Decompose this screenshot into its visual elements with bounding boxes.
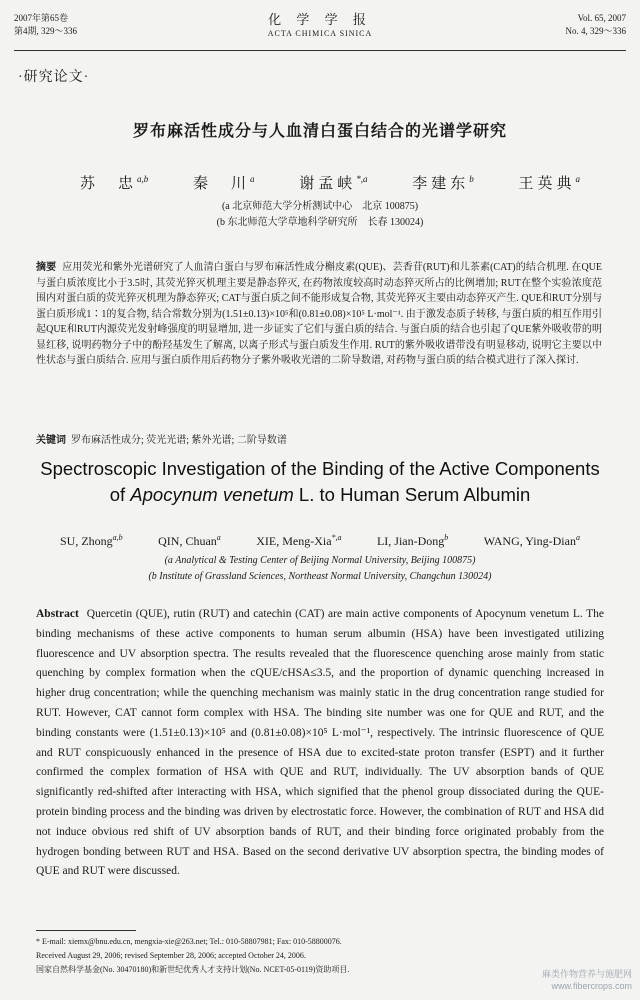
chinese-keywords [36,434,602,448]
en-affiliation-b: (b Institute of Grassland Sciences, Northeast Normal University, Changchun 130024) [148,571,492,582]
cn-author: 李建东$^b$ [412,174,474,192]
cn-author: 谢孟峡$^{*,a}$ [299,174,368,192]
watermark-cn: 麻类作物营养与施肥网 [541,969,632,979]
en-author: SU, Zhong$^{a,b}$ [60,533,123,548]
section-label: ·研究论文· [18,70,90,85]
en-author: WANG, Ying-Dian$^a$ [483,533,580,548]
footnote-contact: * E-mail: xiemx@bnu.edu.cn, mengxia-xie@263.net; Tel.: 010-58807981; Fax: 010-58800076. [36,937,342,946]
cn-abstract-text: 应用荧光和紫外光谱研究了人血清白蛋白与罗布麻活性成分槲皮素(QUE)、芸香苷(RUT)和儿茶素(CAT)的结合机理. 在QUE与蛋白质浓度比小于3.5时, 其荧光猝灭机理主要是静态猝灭, 在药物浓度较高时动态猝灭所占的比例增加; RUT在整个实验浓度范围内对蛋白质的荧光猝灭机理为静态猝灭; CAT与蛋白质之间不能形成复合物, 其荧光猝灭主要由动态猝灭产生. QUE和RUT分别与蛋白质形成1∶1的复合物, 结合常数分别为(1.51±0.13)×10⁵和(0.81±0.08)×10⁵ L·mol⁻¹. 由于激发态质子转移, 与蛋白质的相互作用引起QUE和RUT内源荧光发射峰强度的明显增加, 进一步证实了它们与蛋白质的结合. 与蛋白质的结合也引起了QUE紫外吸收带的明显红移, 说明药物分子中的酚羟基发生了解离, 以离子形式与蛋白质发生作用. RUT的紫外吸收谱带没有明显移动, 说明它主要以中性状态与蛋白质结合. 应用与蛋白质作用后药物分子紫外吸收光谱的二阶导数谱, 对药物与蛋白质的结合模式进行了深入探讨. [36,262,603,366]
cn-affiliation-a: (a 北京师范大学分析测试中心 北京 100875) [221,201,419,212]
en-author: LI, Jian-Dong$^b$ [376,533,449,548]
site-watermark [512,968,632,992]
chinese-abstract [36,260,602,369]
english-title-line2: of Apocynum venetum L. to Human Serum Albumin [109,484,531,505]
running-header [14,10,626,51]
cn-keywords-label: 关键词 [36,435,66,446]
cn-keywords-text: 罗布麻活性成分; 荧光光谱; 紫外光谱; 二阶导数谱 [71,435,287,446]
english-title [0,456,640,508]
footnote-dates: Received August 29, 2006; revised September 28, 2006; accepted October 24, 2006. [36,951,306,960]
chinese-title: 罗布麻活性成分与人血清白蛋白结合的光谱学研究 [132,123,507,140]
en-abstract-label: Abstract [36,608,79,620]
header-volume-en: Vol. 65, 2007 [577,13,626,23]
cn-author: 秦 川$^a$ [192,174,255,192]
cn-author: 王英典$^a$ [518,174,580,192]
cn-affiliation-b: (b 东北师范大学草地科学研究所 长春 130024) [216,217,424,228]
en-author: XIE, Meng-Xia$^{*,a}$ [256,533,342,548]
header-issue-en: No. 4, 329～336 [565,26,626,36]
en-abstract-text: Quercetin (QUE), rutin (RUT) and catechin (CAT) are main active components of Apocynum venetum L. The binding mechanisms of these active components to human serum albumin (HSA) have been investigated utilizing fluorescence and UV absorption spectra. The results revealed that the fluorescence quenching arose mainly from static quenching by complex formation when the cQUE/cHSA≤3.5, and the proportion of dynamic quenching increased in higher drug concentration; while the quenching mechanism was mainly static in the drug concentration range studied for RUT. However, CAT cannot form complex with HSA. The binding site number was one for QUE and RUT, and the binding constants were (1.51±0.13)×10⁵ and (0.81±0.08)×10⁵ L·mol⁻¹, respectively. The intrinsic fluorescence of QUE and RUT conspicuously enhanced in the presence of HSA due to excited-state proton transfer (ESPT) and it further confirmed the complex formation of HSA with QUE and RUT, individually. The UV absorption bands of QUE significantly red-shifted after interacting with HSA, which signified that the phenol group dissociated during the QUE-protein binding process and the binding was driven by electrostatic force. However, the combination of RUT and HSA did not induce obvious red shift of UV absorption bands of RUT, and their binding force originated probably from the hydrogen bonding between RUT and HSA. Based on the second derivative UV absorption spectra, the binding modes of QUE and RUT were discussed. [36,608,604,878]
species-name: Apocynum venetum [130,484,294,505]
chinese-author-list [80,172,580,193]
english-author-list [60,533,580,549]
english-title-line1: Spectroscopic Investigation of the Binding of the Active Components [40,458,600,479]
header-right [566,12,627,38]
header-journal [14,12,626,40]
watermark-url: www.fibercrops.com [551,981,632,991]
en-affiliation-a: (a Analytical & Testing Center of Beijing Normal University, Beijing 100875) [164,555,476,566]
journal-name-en: ACTA CHIMICA SINICA [267,29,373,38]
cn-author: 苏 忠$^{a,b}$ [80,174,149,192]
en-author: QIN, Chuan$^a$ [158,533,221,548]
journal-name-cn: 化 学 学 报 [268,12,372,27]
header-volume-cn: 2007年第65卷 [14,13,69,23]
cn-abstract-label: 摘要 [36,262,57,273]
footnote-funding: 国家自然科学基金(No. 30470180)和新世纪优秀人才支持计划(No. NCET-05-0119)资助项目. [36,965,350,974]
footnote-divider [36,930,136,931]
header-issue-cn: 第4期, 329～336 [14,26,78,36]
english-abstract [36,605,604,882]
